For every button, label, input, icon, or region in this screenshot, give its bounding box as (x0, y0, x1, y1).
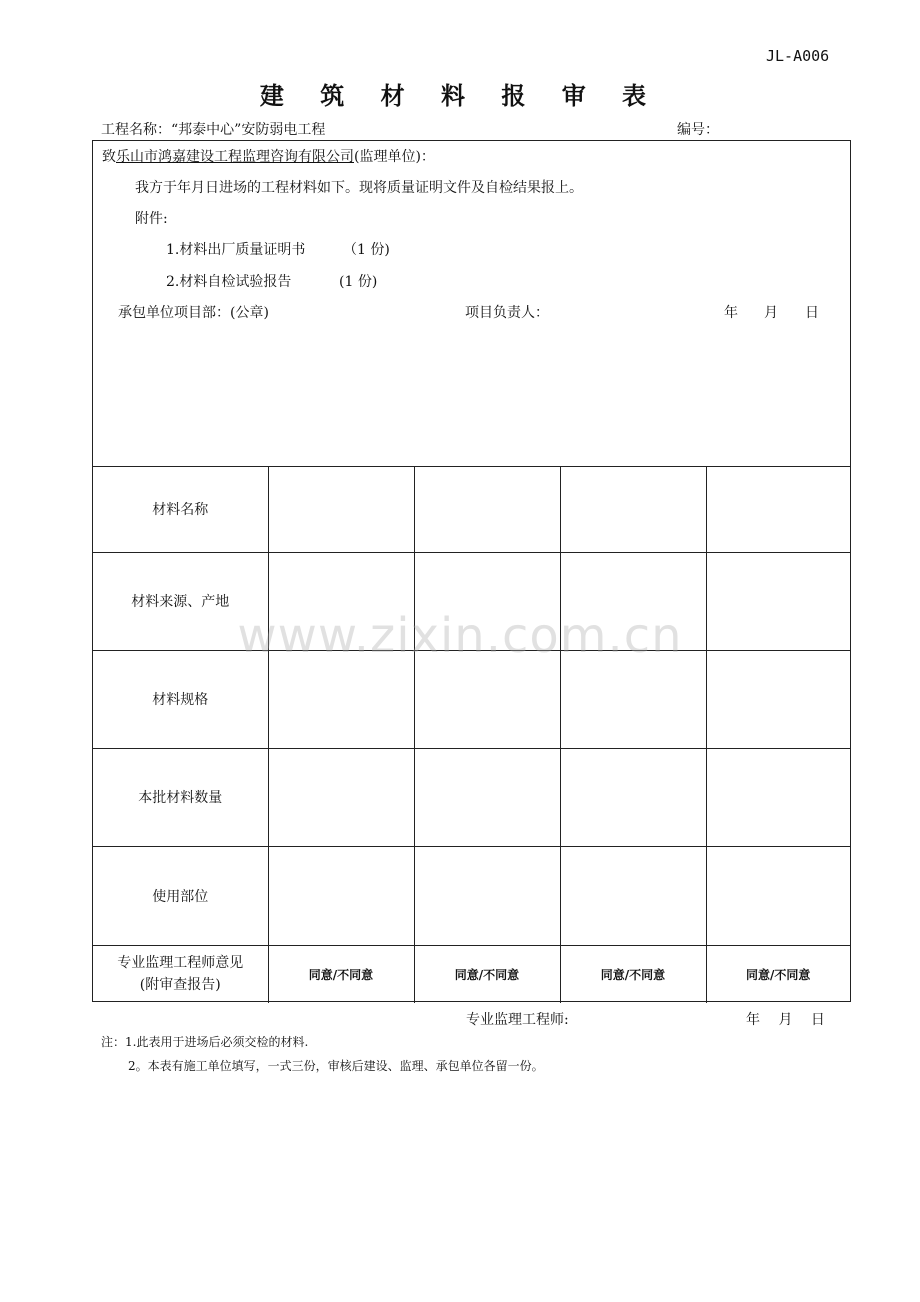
table-cell[interactable] (706, 650, 850, 748)
submission-section (93, 141, 850, 467)
row-label-usage-location: 使用部位 (93, 846, 268, 945)
row-label-material-name: 材料名称 (93, 467, 268, 552)
row-label-engineer-opinion (93, 945, 268, 1003)
form-title: 建 筑 材 料 报 审 表 (259, 82, 661, 110)
table-cell[interactable] (268, 846, 414, 945)
table-cell[interactable] (706, 846, 850, 945)
table-cell[interactable] (268, 467, 414, 552)
project-name: 工程名称：“邦泰中心”安防弱电工程 (101, 122, 326, 138)
addressee-prefix: 致 (102, 149, 116, 165)
table-cell[interactable] (268, 650, 414, 748)
opinion-choice[interactable] (414, 945, 560, 1003)
table-row (93, 945, 850, 1003)
manager-label: 项目负责人： (465, 305, 549, 321)
attachment-2: 2.材料自检试验报告 (166, 274, 292, 290)
table-cell[interactable] (560, 846, 706, 945)
engineer-opinion-sublabel: (附审查报告) (139, 977, 221, 994)
signature-date: 年 月 日 (746, 1012, 825, 1028)
number-label: 编号： (677, 122, 719, 138)
opinion-choice[interactable] (560, 945, 706, 1003)
engineer-opinion-label: 专业监理工程师意见 (117, 955, 244, 972)
table-row (93, 467, 850, 552)
row-label-material-spec: 材料规格 (93, 650, 268, 748)
form-code: JL-A006 (766, 47, 830, 65)
opinion-option[interactable]: 同意/不同意 (746, 967, 811, 982)
table-cell[interactable] (414, 748, 560, 846)
table-row (93, 846, 850, 945)
table-cell[interactable] (268, 748, 414, 846)
table-cell[interactable] (560, 467, 706, 552)
opinion-choice[interactable] (268, 945, 414, 1003)
table-cell[interactable] (414, 846, 560, 945)
declaration-text: 我方于年月日进场的工程材料如下。现将质量证明文件及自检结果报上。 (135, 180, 583, 196)
attachment-1: 1.材料出厂质量证明书 (166, 242, 306, 258)
engineer-signature-label: 专业监理工程师: (466, 1012, 569, 1028)
note-1: 注：1.此表用于进场后必须交检的材料. (101, 1035, 309, 1049)
note-2: 2。本表有施工单位填写，一式三份，审核后建设、监理、承包单位各留一份。 (128, 1059, 544, 1073)
table-row (93, 748, 850, 846)
addressee-suffix: (监理单位)： (354, 149, 435, 165)
date-year: 年 (724, 305, 738, 321)
attachment-1-count: （1 份) (343, 242, 390, 258)
row-label-batch-quantity: 本批材料数量 (93, 748, 268, 846)
opinion-option[interactable]: 同意/不同意 (454, 967, 520, 982)
row-label-material-source: 材料来源、产地 (93, 552, 268, 650)
attachment-2-count: (1 份) (339, 274, 378, 290)
table-cell[interactable] (560, 748, 706, 846)
contractor-label: 承包单位项目部：(公章) (118, 305, 269, 321)
opinion-option[interactable]: 同意/不同意 (308, 967, 374, 982)
materials-table (93, 467, 850, 1003)
table-cell[interactable] (560, 650, 706, 748)
watermark: www.zixin.com.cn (237, 608, 683, 664)
table-cell[interactable] (706, 748, 850, 846)
table-cell[interactable] (706, 467, 850, 552)
opinion-option[interactable]: 同意/不同意 (600, 967, 666, 982)
attachments-label: 附件: (135, 211, 168, 227)
table-cell[interactable] (414, 650, 560, 748)
form-body (92, 140, 851, 1002)
table-row (93, 650, 850, 748)
date-day: 日 (805, 305, 819, 321)
addressee-line (102, 146, 435, 166)
addressee-company: 乐山市鸿嘉建设工程监理咨询有限公司 (116, 149, 354, 165)
date-month: 月 (764, 305, 778, 321)
table-cell[interactable] (414, 467, 560, 552)
opinion-choice[interactable] (706, 945, 850, 1003)
